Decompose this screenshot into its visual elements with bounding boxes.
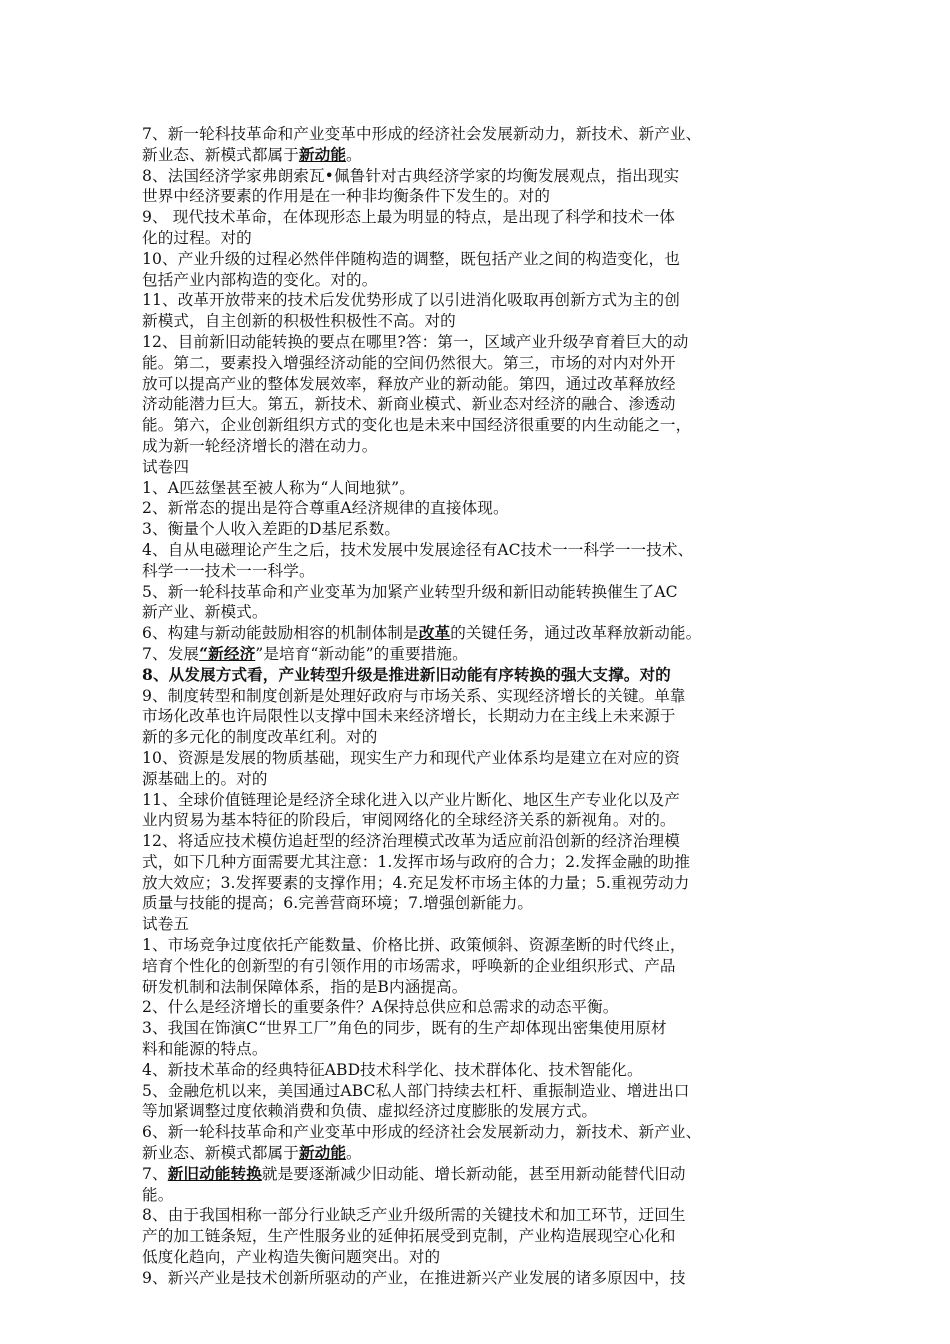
line-text: 9、制度转型和制度创新是处理好政府与市场关系、实现经济增长的关键。单靠 xyxy=(142,686,686,705)
text-line xyxy=(142,311,817,332)
text-line xyxy=(142,686,817,707)
line-text: 5、金融危机以来，美国通过ABC私人部门持续去杠杆、重振制造业、增进出口 xyxy=(142,1081,690,1100)
line-text-after: 的关键任务，通过改革释放新动能。 xyxy=(450,624,702,643)
line-text: 7、发展 xyxy=(142,644,200,663)
text-line xyxy=(142,457,817,478)
text-line xyxy=(142,1226,817,1247)
line-text: 11、改革开放带来的技术后发优势形成了以引进消化吸取再创新方式为主的创 xyxy=(142,291,680,310)
line-text: 1、A匹兹堡甚至被人称为“人间地狱”。 xyxy=(142,478,415,497)
text-line xyxy=(142,1018,817,1039)
line-text: 12、将适应技术模仿追赶型的经济治理模式改革为适应前沿创新的经济治理模 xyxy=(142,832,680,851)
text-line xyxy=(142,1039,817,1060)
line-text: 业内贸易为基本特征的阶段后，审阅网络化的全球经济关系的新视角。对的。 xyxy=(142,811,676,830)
line-text: 科学一一技术一一科学。 xyxy=(142,561,315,580)
text-line xyxy=(142,935,817,956)
line-text: 新产业、新模式。 xyxy=(142,603,268,622)
text-line xyxy=(142,727,817,748)
bold-line-text: 8、从发展方式看，产业转型升级是推进新旧动能有序转换的强大支撑。对的 xyxy=(142,664,671,684)
text-line xyxy=(142,1268,817,1289)
line-text: 3、我国在饰演C“世界工厂”角色的同步，既有的生产却体现出密集使用原材 xyxy=(142,1019,667,1038)
line-text: 8、由于我国相称一部分行业缺乏产业升级所需的关键技术和加工环节，迂回生 xyxy=(142,1206,686,1225)
line-text: 试卷四 xyxy=(142,457,190,476)
text-line xyxy=(142,831,817,852)
text-line xyxy=(142,290,817,311)
line-text-after: ”是培育“新动能”的重要措施。 xyxy=(255,644,468,663)
line-text: 8、法国经济学家弗朗索瓦•佩鲁针对古典经济学家的均衡发展观点，指出现实 xyxy=(142,166,680,185)
line-text: 新业态、新模式都属于 xyxy=(142,145,299,164)
line-text: 9、新兴产业是技术创新所驱动的产业，在推进新兴产业发展的诸多原因中，技 xyxy=(142,1268,686,1287)
line-text: 4、新技术革命的经典特征ABD技术科学化、技术群体化、技术智能化。 xyxy=(142,1060,643,1079)
line-text: 世界中经济要素的作用是在一种非均衡条件下发生的。对的 xyxy=(142,187,551,206)
line-text: 成为新一轮经济增长的潜在动力。 xyxy=(142,436,378,455)
line-text: 化的过程。对的 xyxy=(142,228,252,247)
text-line xyxy=(142,228,817,249)
line-text: 培育个性化的创新型的有引领作用的市场需求，呼唤新的企业组织形式、产品 xyxy=(142,956,676,975)
line-text: 6、新一轮科技革命和产业变革中形成的经济社会发展新动力，新技术、新产业、 xyxy=(142,1123,702,1142)
line-text: 1、市场竞争过度依托产能数量、价格比拼、政策倾斜、资源垄断的时代终止， xyxy=(142,936,686,955)
text-line xyxy=(142,790,817,811)
line-text: 市场化改革也许局限性以支撑中国未来经济增长，长期动力在主线上未来源于 xyxy=(142,707,676,726)
line-text: 3、衡量个人收入差距的D基尼系数。 xyxy=(142,520,401,539)
text-line xyxy=(142,124,817,145)
line-text: 7、 xyxy=(142,1164,168,1183)
text-line xyxy=(142,1164,817,1185)
text-line xyxy=(142,914,817,935)
text-line xyxy=(142,166,817,187)
text-line xyxy=(142,810,817,831)
text-line xyxy=(142,374,817,395)
text-line xyxy=(142,1185,817,1206)
text-line xyxy=(142,270,817,291)
underlined-answer: 新旧动能转换 xyxy=(167,1163,262,1183)
text-line xyxy=(142,436,817,457)
line-text-after: 。 xyxy=(346,145,362,164)
line-text: 5、新一轮科技革命和产业变革为加紧产业转型升级和新旧动能转换催生了AC xyxy=(142,582,678,601)
line-text: 放可以提高产业的整体发展效率，释放产业的新动能。第四，通过改革释放经 xyxy=(142,374,676,393)
line-text-after: 就是要逐渐减少旧动能、增长新动能，甚至用新动能替代旧动 xyxy=(261,1164,686,1183)
line-text: 式，如下几种方面需要尤其注意：1.发挥市场与政府的合力；2.发挥金融的助推 xyxy=(142,852,691,871)
line-text: 10、产业升级的过程必然伴伴随构造的调整，既包括产业之间的构造变化，也 xyxy=(142,249,680,268)
text-line xyxy=(142,602,817,623)
line-text: 研发机制和法制保障体系，指的是B内涵提高。 xyxy=(142,977,468,996)
line-text: 2、新常态的提出是符合尊重A经济规律的直接体现。 xyxy=(142,499,509,518)
line-text: 12、目前新旧动能转换的要点在哪里?答：第一，区域产业升级孕育着巨大的动 xyxy=(142,332,689,351)
text-line xyxy=(142,1101,817,1122)
line-text: 试卷五 xyxy=(142,915,190,934)
line-text: 6、构建与新动能鼓励相容的机制体制是 xyxy=(142,624,419,643)
underlined-answer: 新动能 xyxy=(298,144,347,164)
line-text: 能。 xyxy=(142,1185,174,1204)
text-line xyxy=(142,1143,817,1164)
text-line xyxy=(142,145,817,166)
line-text: 产的加工链条短，生产性服务业的延伸拓展受到克制，产业构造展现空心化和 xyxy=(142,1227,676,1246)
text-line xyxy=(142,394,817,415)
line-text: 10、资源是发展的物质基础，现实生产力和现代产业体系均是建立在对应的资 xyxy=(142,748,680,767)
text-line xyxy=(142,977,817,998)
text-line xyxy=(142,997,817,1018)
text-line xyxy=(142,852,817,873)
text-line xyxy=(142,249,817,270)
text-line xyxy=(142,1122,817,1143)
text-line xyxy=(142,415,817,436)
text-line xyxy=(142,207,817,228)
text-line xyxy=(142,873,817,894)
underlined-answer: “新经济 xyxy=(199,643,256,663)
text-line xyxy=(142,332,817,353)
text-line xyxy=(142,748,817,769)
text-line xyxy=(142,186,817,207)
line-text: 源基础上的。对的 xyxy=(142,769,268,788)
line-text: 7、新一轮科技革命和产业变革中形成的经济社会发展新动力，新技术、新产业、 xyxy=(142,125,702,143)
text-line xyxy=(142,478,817,499)
line-text: 新业态、新模式都属于 xyxy=(142,1144,299,1163)
line-text: 11、全球价值链理论是经济全球化进入以产业片断化、地区生产专业化以及产 xyxy=(142,790,680,809)
line-text: 质量与技能的提高；6.完善营商环境；7.增强创新能力。 xyxy=(142,894,534,913)
text-line xyxy=(142,623,817,644)
document-body xyxy=(142,124,817,1289)
underlined-answer: 改革 xyxy=(418,623,451,643)
line-text: 能。第二，要素投入增强经济动能的空间仍然很大。第三，市场的对内对外开 xyxy=(142,353,676,372)
underlined-answer: 新动能 xyxy=(298,1143,347,1163)
text-line xyxy=(142,1205,817,1226)
text-line xyxy=(142,519,817,540)
line-text: 4、自从电磁理论产生之后，技术发展中发展途径有AC技术一一科学一一技术、 xyxy=(142,540,694,559)
text-line xyxy=(142,769,817,790)
text-line xyxy=(142,665,817,686)
text-line xyxy=(142,540,817,561)
text-line xyxy=(142,498,817,519)
line-text: 2、什么是经济增长的重要条件？A保持总供应和总需求的动态平衡。 xyxy=(142,998,619,1017)
line-text: 等加紧调整过度依赖消费和负债、虚拟经济过度膨胀的发展方式。 xyxy=(142,1102,598,1121)
text-line xyxy=(142,706,817,727)
text-line xyxy=(142,644,817,665)
text-line xyxy=(142,1081,817,1102)
line-text: 9、 现代技术革命，在体现形态上最为明显的特点，是出现了科学和技术一体 xyxy=(142,208,675,227)
text-line xyxy=(142,1247,817,1268)
text-line xyxy=(142,956,817,977)
line-text: 新模式，自主创新的积极性积极性不高。对的 xyxy=(142,312,456,331)
line-text: 济动能潜力巨大。第五，新技术、新商业模式、新业态对经济的融合、渗透动 xyxy=(142,395,676,414)
line-text: 包括产业内部构造的变化。对的。 xyxy=(142,270,378,289)
line-text-after: 。 xyxy=(346,1144,362,1163)
line-text: 新的多元化的制度改革红利。对的 xyxy=(142,728,378,747)
text-line xyxy=(142,1060,817,1081)
line-text: 低度化趋向，产业构造失衡问题突出。对的 xyxy=(142,1248,441,1267)
line-text: 能。第六，企业创新组织方式的变化也是未来中国经济很重要的内生动能之一， xyxy=(142,416,692,435)
text-line xyxy=(142,561,817,582)
text-line xyxy=(142,893,817,914)
line-text: 料和能源的特点。 xyxy=(142,1040,268,1059)
line-text: 放大效应；3.发挥要素的支撑作用；4.充足发杯市场主体的力量；5.重视劳动力 xyxy=(142,873,690,892)
text-line xyxy=(142,582,817,603)
text-line xyxy=(142,353,817,374)
